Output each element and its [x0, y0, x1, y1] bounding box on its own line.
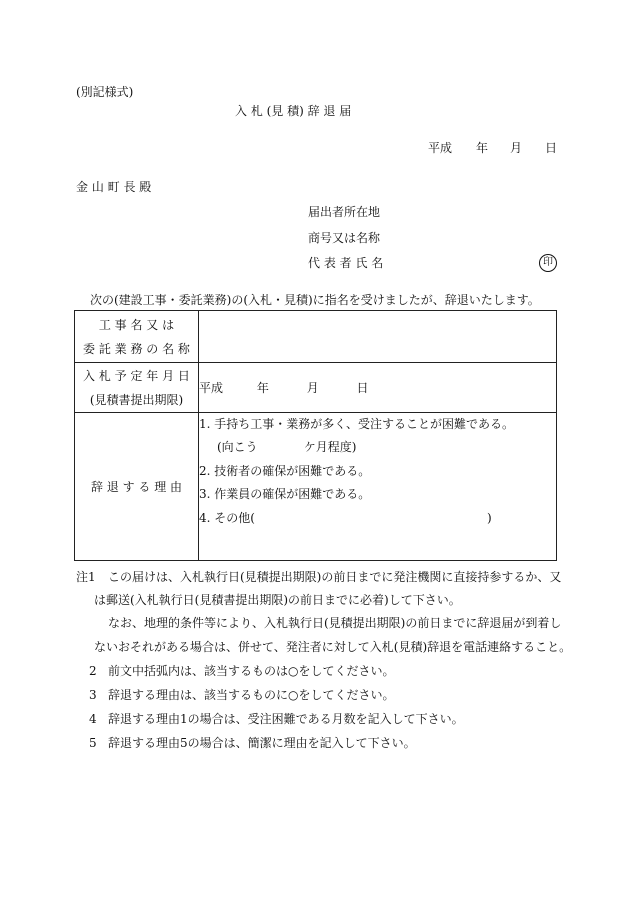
note-2-marker: 2 [89, 664, 97, 678]
note-2-text: 前文中括弧内は、該当するものは○をしてください。 [108, 664, 395, 678]
form-label: (別記様式) [76, 85, 134, 99]
reason-item-1[interactable]: 1. 手持ち工事・業務が多く、受注することが困難である。 [199, 417, 515, 431]
note-1-line2: は郵送(入札執行日(見積書提出期限)の前日までに必着)して下さい。 [94, 593, 461, 607]
intro-sentence: 次の(建設工事・委託業務)の(入札・見積)に指名を受けましたが、辞退いたします。 [90, 293, 540, 307]
applicant-address-label: 届出者所在地 [308, 205, 381, 219]
applicant-representative-label: 代 表 者 氏 名 [308, 256, 384, 270]
withdrawal-form-table [74, 310, 557, 561]
note-1-line4: ないおそれがある場合は、併せて、発注者に対して入札(見積)辞退を電話連絡すること。 [94, 640, 572, 654]
reason-item-3[interactable]: 3. 作業員の確保が困難である。 [199, 487, 371, 502]
applicant-company-label: 商号又は名称 [308, 231, 381, 245]
bid-date-label-line2: (見積書提出期限) [89, 392, 184, 407]
bid-date-label [75, 363, 199, 413]
table-row-bid-date [75, 363, 557, 413]
date-day: 日 [545, 141, 558, 155]
bid-date-year: 年 [256, 381, 269, 395]
bid-date-era: 平成 [199, 381, 224, 395]
reason-list [199, 413, 557, 561]
note-4-text: 辞退する理由1の場合は、受注困難である月数を記入して下さい。 [108, 712, 464, 726]
reason-item-4[interactable] [199, 507, 556, 530]
bid-date-day: 日 [356, 381, 369, 395]
bid-date-label-line1: 入 札 予 定 年 月 日 [83, 368, 190, 383]
reason-item-1-months [199, 436, 556, 459]
bid-date-month: 月 [306, 381, 319, 395]
project-name-label-line2: 委 託 業 務 の 名 称 [83, 341, 190, 356]
project-name-label [75, 311, 199, 363]
note-1-line3: なお、地理的条件等により、入札執行日(見積提出期限)の前日までに辞退届が到着し [108, 616, 562, 630]
note-3-marker: 3 [89, 688, 97, 702]
project-name-label-line1: 工 事 名 又 は [98, 317, 175, 332]
note-5-text: 辞退する理由5の場合は、簡潔に理由を記入して下さい。 [108, 736, 416, 750]
reason-months-close: ケ月程度) [303, 440, 357, 455]
note-5-marker: 5 [89, 736, 97, 750]
reason-label: 辞 退 す る 理 由 [75, 413, 199, 561]
date-era: 平成 [428, 141, 453, 155]
seal-mark: 印 [539, 254, 557, 272]
date-year: 年 [476, 141, 489, 155]
table-row-reason [75, 413, 557, 561]
recipient-name: 金 山 町 長 殿 [76, 180, 152, 194]
table-row-project-name [75, 311, 557, 363]
bid-date-field[interactable] [199, 363, 557, 413]
reason-other-close: ) [486, 510, 492, 525]
note-1-marker: 注1 [76, 570, 96, 584]
note-1-line1: この届けは、入札執行日(見積提出期限)の前日までに発注機関に直接持参するか、又 [108, 570, 562, 584]
page-title: 入 札 (見 積) 辞 退 届 [235, 104, 352, 118]
reason-item-2[interactable]: 2. 技術者の確保が困難である。 [199, 463, 371, 478]
note-4-marker: 4 [89, 712, 97, 726]
reason-months-open: (向こう [217, 440, 258, 455]
note-3-text: 辞退する理由は、該当するものに○をしてください。 [108, 688, 395, 702]
reason-other-open: 4. その他( [199, 510, 255, 525]
date-month: 月 [510, 141, 523, 155]
project-name-field[interactable] [199, 311, 557, 363]
